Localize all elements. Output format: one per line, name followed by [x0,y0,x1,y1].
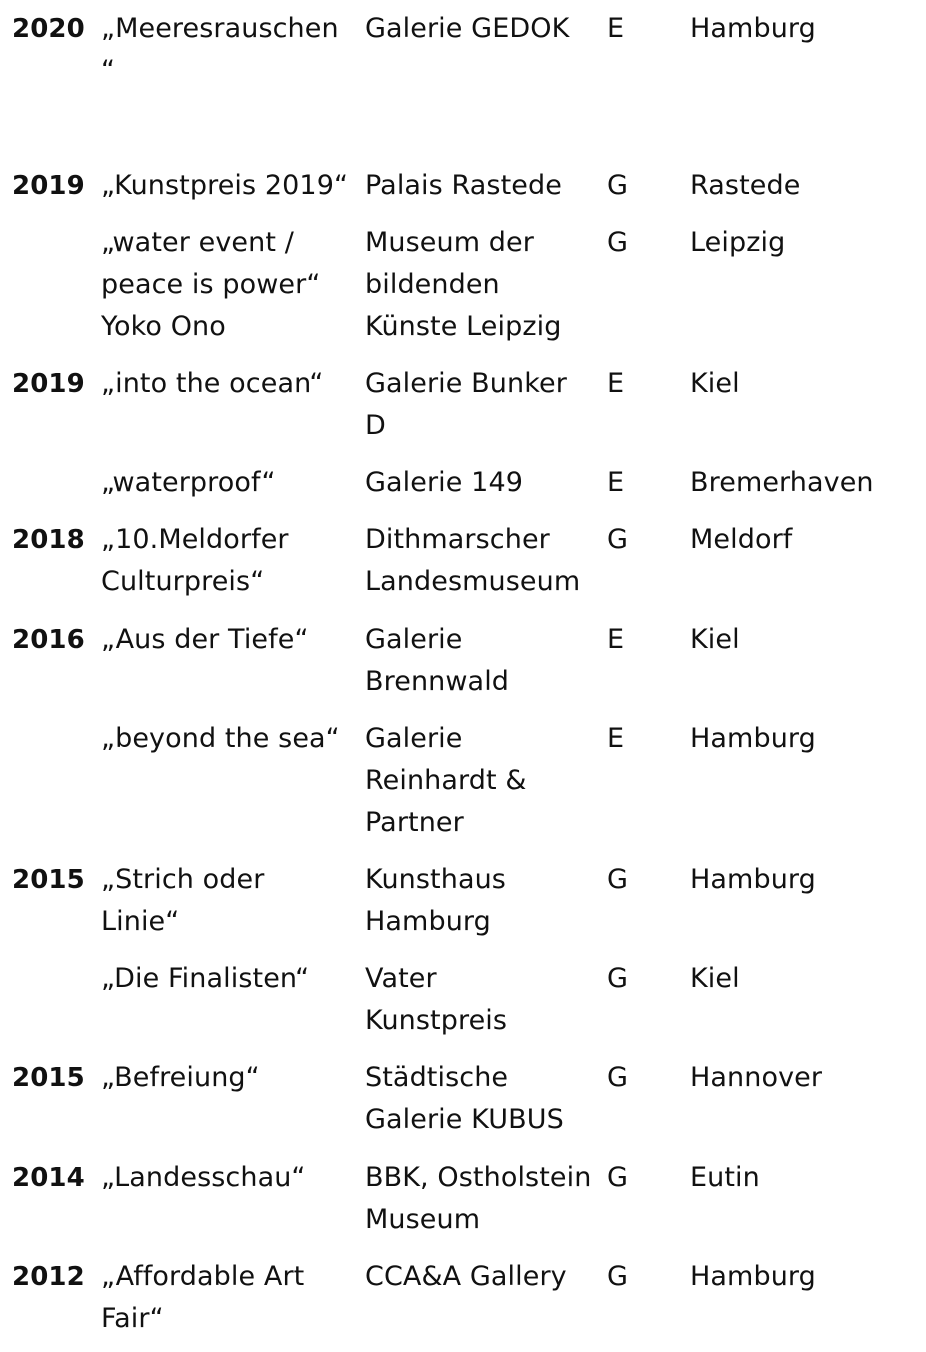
type-cell: E [607,624,625,655]
venue-cell: BBK, Ostholstein Museum [365,1162,592,1235]
title-cell: „10.Meldorfer Culturpreis“ [101,524,289,597]
venue-cell: Dithmarscher Landesmuseum [365,524,581,597]
city-cell: Hannover [690,1062,823,1093]
title-cell: „Befreiung“ [101,1062,260,1093]
venue-cell: Kunsthaus Hamburg [365,864,506,937]
year-cell: 2015 [12,865,85,895]
year-cell: 2012 [12,1262,85,1292]
year-cell: 2018 [12,525,85,555]
venue-cell: Galerie GEDOK [365,13,570,44]
type-cell: G [607,864,629,895]
city-cell: Hamburg [690,723,816,754]
city-cell: Eutin [690,1162,760,1193]
type-cell: E [607,467,625,498]
type-cell: G [607,1162,629,1193]
city-cell: Kiel [690,624,740,655]
title-cell: „Kunstpreis 2019“ [101,170,349,201]
title-cell: „waterproof“ [101,467,276,498]
venue-cell: Vater Kunstpreis [365,963,508,1036]
title-cell: „beyond the sea“ [101,723,340,754]
type-cell: E [607,13,625,44]
title-cell: „Aus der Tiefe“ [101,624,309,655]
city-cell: Bremerhaven [690,467,874,498]
title-cell: „into the ocean“ [101,368,324,399]
title-cell: „Landesschau“ [101,1162,306,1193]
venue-cell: Galerie 149 [365,467,524,498]
city-cell: Hamburg [690,1261,816,1292]
title-cell: „water event / peace is power“ Yoko Ono [101,227,321,342]
venue-cell: Städtische Galerie KUBUS [365,1062,564,1135]
venue-cell: CCA&A Gallery [365,1261,567,1292]
type-cell: G [607,524,629,555]
city-cell: Hamburg [690,864,816,895]
year-cell: 2015 [12,1063,85,1093]
venue-cell: Museum der bildenden Künste Leipzig [365,227,562,342]
year-cell: 2016 [12,625,85,655]
title-cell: „Meeresrauschen “ [101,13,339,86]
venue-cell: Galerie Reinhardt & Partner [365,723,527,838]
year-cell: 2020 [12,14,85,44]
type-cell: G [607,963,629,994]
city-cell: Kiel [690,963,740,994]
city-cell: Rastede [690,170,801,201]
title-cell: „Strich oder Linie“ [101,864,265,937]
type-cell: G [607,227,629,258]
year-cell: 2019 [12,171,85,201]
city-cell: Meldorf [690,524,793,555]
type-cell: G [607,1062,629,1093]
type-cell: E [607,723,625,754]
title-cell: „Die Finalisten“ [101,963,310,994]
venue-cell: Galerie Bunker D [365,368,567,441]
year-cell: 2019 [12,369,85,399]
type-cell: E [607,368,625,399]
venue-cell: Palais Rastede [365,170,562,201]
city-cell: Leipzig [690,227,786,258]
city-cell: Hamburg [690,13,816,44]
type-cell: G [607,1261,629,1292]
type-cell: G [607,170,629,201]
city-cell: Kiel [690,368,740,399]
year-cell: 2014 [12,1163,85,1193]
title-cell: „Affordable Art Fair“ [101,1261,305,1334]
venue-cell: Galerie Brennwald [365,624,510,697]
